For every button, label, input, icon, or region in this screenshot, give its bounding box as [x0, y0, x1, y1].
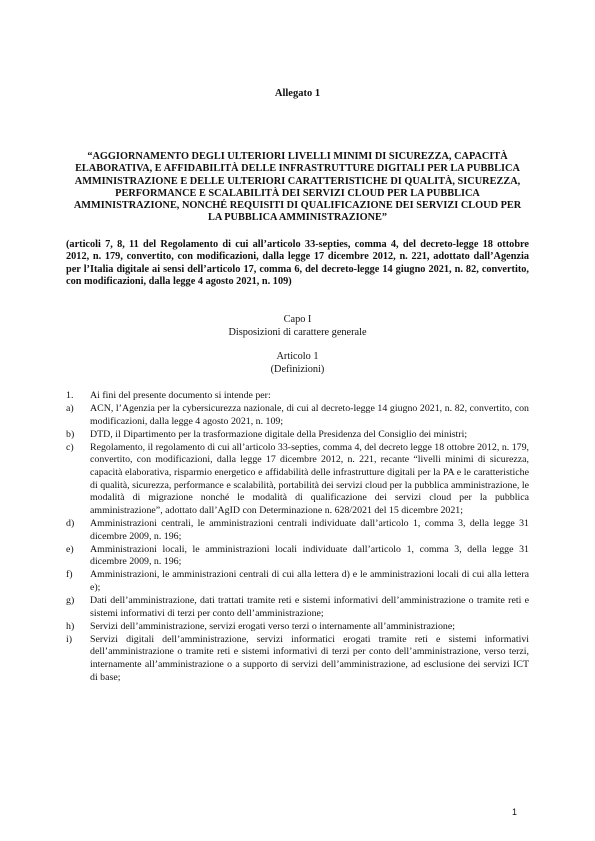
list-item [66, 634, 529, 684]
list-marker: a) [66, 403, 74, 415]
list-marker: i) [66, 633, 73, 645]
list-text: DTD, il Dipartimento per la trasformazione digitale della Presidenza del Consiglio dei ministri; [90, 428, 468, 440]
list-text: Amministrazioni, le amministrazioni centrali di cui alla lettera d) e le amministrazioni locali di cui alla lettera e); [90, 569, 529, 593]
capo-heading [0, 314, 595, 339]
list-item [66, 403, 529, 428]
list-item [66, 595, 529, 620]
list-marker: 1. [66, 390, 74, 401]
list-marker: g) [66, 595, 75, 606]
list-marker: h) [66, 620, 75, 632]
list-marker: f) [66, 569, 73, 581]
articolo-title: (Definizioni) [270, 363, 325, 375]
list-item [66, 544, 529, 569]
allegato-heading: Allegato 1 [274, 88, 321, 99]
document-subtitle: (articoli 7, 8, 11 del Regolamento di cui all’articolo 33-septies, comma 4, del decreto-legge 18 ottobre 2012, n. 179, convertito, con modificazioni, dalla legge 17 dicembre 2012, n. 221, adottato dall’Agenzia per l’Italia digitale ai sensi dell’articolo 17, comma 6, del decreto-legge 14 giugno 2021, n. 82, convertito, con modificazioni, dalla legge 4 agosto 2021, n. 109) [66, 239, 529, 287]
list-item [66, 390, 529, 403]
definitions-list [66, 390, 529, 685]
list-marker: c) [66, 441, 74, 453]
list-item [66, 569, 529, 594]
list-text: ACN, l’Agenzia per la cybersicurezza nazionale, di cui al decreto-legge 14 giugno 2021, n. 82, convertito, con modificazioni, dalla legge 4 agosto 2021, n. 109; [90, 403, 529, 427]
list-text: Amministrazioni centrali, le amministrazioni centrali individuate dall’articolo 1, comma 3, della legge 31 dicembre 2009, n. 196; [90, 517, 529, 542]
list-item [66, 518, 529, 543]
capo-label: Capo I [283, 314, 312, 325]
list-marker: b) [66, 428, 75, 440]
list-text: Ai fini del presente documento si intende per: [90, 390, 271, 401]
list-item [66, 442, 529, 518]
list-item [66, 429, 529, 442]
capo-title: Disposizioni di carattere generale [228, 326, 367, 338]
list-text: Amministrazioni locali, le amministrazioni locali individuate dall’articolo 1, comma 3, della legge 31 dicembre 2009, n. 196; [90, 543, 529, 568]
articolo-heading [0, 351, 595, 376]
list-marker: e) [66, 543, 74, 555]
document-title: “AGGIORNAMENTO DEGLI ULTERIORI LIVELLI MINIMI DI SICUREZZA, CAPACITÀ ELABORATIVA, E AFFIDABILITÀ DELLE INFRASTRUTTURE DIGITALI PER LA PUBBLICA AMMINISTRAZIONE E DELLE ULTERIORI CARATTERISTICHE DI QUALITÀ, SICUREZZA, PERFORMANCE E SCALABILITÀ DEI SERVIZI CLOUD PER LA PUBBLICA AMMINISTRAZIONE, NONCHÉ REQUISITI DI QUALIFICAZIONE DEI SERVIZI CLOUD PER LA PUBBLICA AMMINISTRAZIONE” [73, 151, 522, 224]
list-marker: d) [66, 517, 75, 529]
page-number: 1 [512, 807, 518, 817]
list-text: Servizi dell’amministrazione, servizi erogati verso terzi o internamente all’amministrazione; [90, 620, 455, 632]
list-text: Dati dell’amministrazione, dati trattati tramite reti e sistemi informativi dell’amministrazione o tramite reti e sistemi informativi di terzi per conto dell’amministrazione; [90, 595, 529, 619]
list-item [66, 621, 529, 634]
list-text: Servizi digitali dell’amministrazione, servizi informatici erogati tramite reti e sistemi informativi dell’amministrazione o tramite reti e sistemi informativi di terzi per conto dell’amministrazione, verso terzi, internamente all’amministrazione o a supporto di servizi dell’amministrazione, ad esclusione dei servizi ICT di base; [90, 633, 529, 683]
list-text: Regolamento, il regolamento di cui all’articolo 33-septies, comma 4, del decreto legge 18 ottobre 2012, n. 179, convertito, con modificazioni, dalla legge 17 dicembre 2012, n. 221, recante “livelli minimi di sicurezza, capacità elaborativa, risparmio energetico e affidabilità delle infrastrutture digitali per la PA e le caratteristiche di qualità, sicurezza, performance e scalabilità, portabilità dei servizi cloud per la pubblica amministrazione, le modalità di migrazione nonché le modalità di qualificazione dei servizi cloud per la pubblica amministrazione”, adottato dall’AgID con Determinazione n. 628/2021 del 15 dicembre 2021; [90, 441, 529, 516]
articolo-label: Articolo 1 [276, 351, 319, 362]
